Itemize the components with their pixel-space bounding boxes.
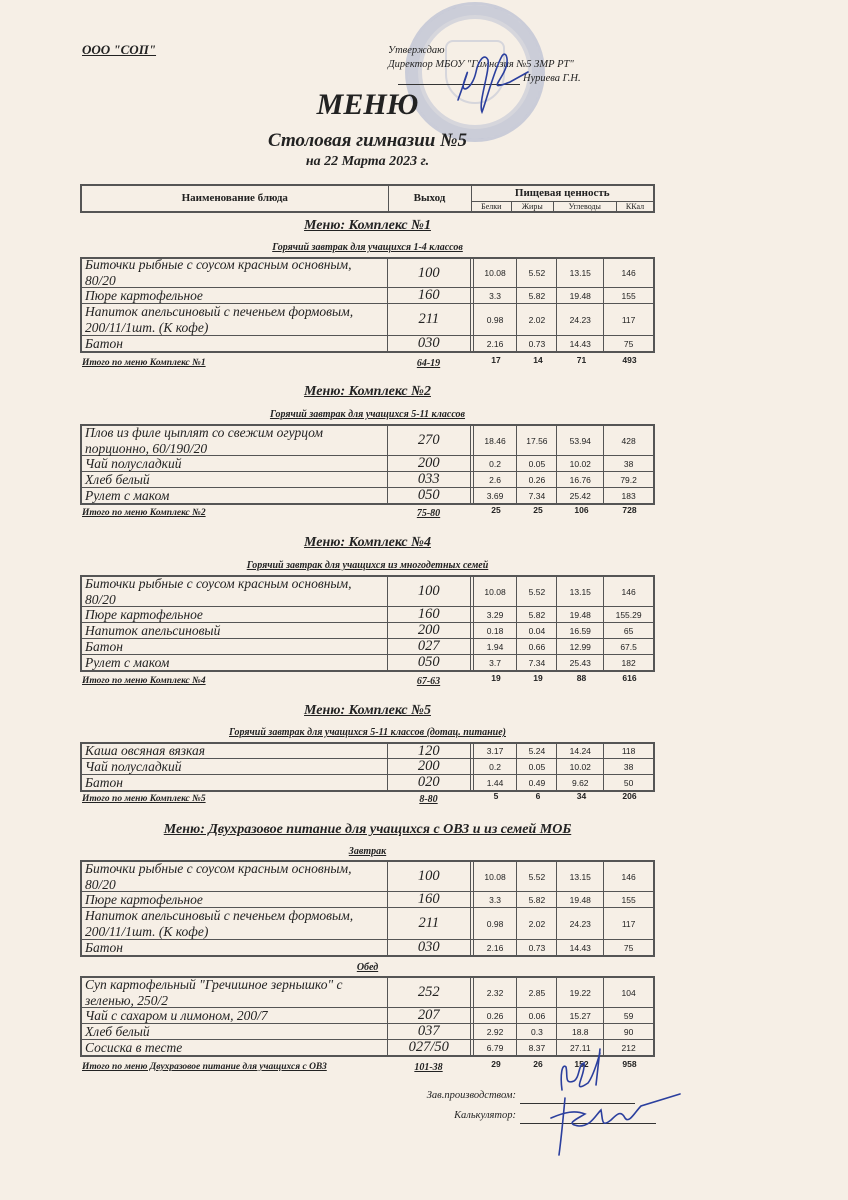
column-header-table <box>80 184 655 213</box>
carbs-value: 14.24 <box>557 744 604 758</box>
protein-value: 3.69 <box>474 488 518 503</box>
carbs-value: 27.11 <box>557 1040 604 1055</box>
total-fat: 19 <box>533 673 543 683</box>
protein-value: 1.44 <box>474 775 518 790</box>
carbs-value: 24.23 <box>557 908 604 939</box>
column-output: Выход <box>388 185 471 212</box>
dish-name: Пюре картофельное <box>82 892 388 907</box>
dish-name: Биточки рыбные с соусом красным основным, 80/20 <box>82 862 388 891</box>
fat-value: 2.85 <box>517 978 557 1007</box>
total-kcal: 493 <box>622 355 637 365</box>
total-protein: 29 <box>491 1059 501 1069</box>
dish-name: Рулет с маком <box>82 488 388 503</box>
fat-value: 0.06 <box>517 1008 557 1023</box>
carbs-value: 13.15 <box>557 862 604 891</box>
total-carbs: 152 <box>574 1059 589 1069</box>
fat-value: 5.52 <box>517 577 557 606</box>
carbs-value: 16.76 <box>557 472 604 487</box>
dish-output: 200 <box>388 456 471 471</box>
table-row <box>80 623 655 639</box>
fat-value: 5.82 <box>517 607 557 622</box>
carbs-value: 12.99 <box>557 639 604 654</box>
protein-value: 0.26 <box>474 1008 518 1023</box>
total-label: Итого по меню Комплекс №5 <box>82 794 206 804</box>
total-fat: 14 <box>533 355 543 365</box>
table-row <box>80 607 655 623</box>
dish-name: Плов из филе цыплят со свежим огурцом порционно, 60/190/20 <box>82 426 388 455</box>
kcal-value: 428 <box>621 435 636 446</box>
total-protein: 5 <box>493 791 499 801</box>
dish-output: 037 <box>388 1024 471 1039</box>
carbs-value: 19.48 <box>557 288 604 303</box>
approval-label: Утверждаю <box>388 45 445 56</box>
dish-output: 033 <box>388 472 471 487</box>
dish-name: Напиток апельсиновый с печеньем формовым, 200/11/1шт. (К кофе) <box>82 908 388 939</box>
calculator-label: Калькулятор: <box>454 1110 516 1121</box>
page-title: МЕНЮ <box>316 88 419 121</box>
table-row <box>80 860 655 892</box>
dish-output: 100 <box>388 259 471 287</box>
dish-name: Хлеб белый <box>82 1024 388 1039</box>
dish-name: Пюре картофельное <box>82 288 388 303</box>
fat-value: 7.34 <box>517 488 557 503</box>
dish-output: 030 <box>388 336 471 351</box>
protein-value: 10.08 <box>474 862 518 891</box>
total-label: Итого по меню Комплекс №1 <box>82 358 206 368</box>
total-price: 67-63 <box>416 676 441 687</box>
table-row <box>80 1008 655 1024</box>
total-kcal: 206 <box>622 791 637 801</box>
section-title-complex-2: Меню: Комплекс №2 <box>304 384 431 399</box>
fat-value: 5.52 <box>517 862 557 891</box>
group-title-lunch: Обед <box>356 962 379 973</box>
table-row <box>80 775 655 792</box>
protein-value: 1.94 <box>474 639 518 654</box>
protein-value: 0.2 <box>474 456 518 471</box>
fat-value: 7.34 <box>517 655 557 670</box>
kcal-value: 155 <box>621 290 636 301</box>
kcal-value: 79.2 <box>620 474 637 485</box>
carbs-value: 15.27 <box>557 1008 604 1023</box>
dish-name: Батон <box>82 639 388 654</box>
carbs-value: 14.43 <box>557 940 604 955</box>
menu-table-complex-4 <box>80 575 655 672</box>
fat-value: 5.24 <box>517 744 557 758</box>
dish-name: Биточки рыбные с соусом красным основным, 80/20 <box>82 577 388 606</box>
organization-name: ООО "СОП" <box>82 42 157 57</box>
carbs-value: 10.02 <box>557 759 604 774</box>
dish-name: Чай полусладкий <box>82 759 388 774</box>
carbs-value: 10.02 <box>557 456 604 471</box>
carbs-value: 13.15 <box>557 577 604 606</box>
carbs-value: 19.48 <box>557 892 604 907</box>
menu-table-ovz-breakfast <box>80 860 655 957</box>
dish-output: 050 <box>388 655 471 670</box>
column-carbs: Углеводы <box>553 201 616 212</box>
table-row <box>80 257 655 288</box>
menu-table-complex-1 <box>80 257 655 353</box>
kcal-value: 38 <box>623 761 634 772</box>
fat-value: 2.02 <box>517 908 557 939</box>
total-label: Итого по меню Комплекс №2 <box>82 508 206 518</box>
protein-value: 2.16 <box>474 336 518 351</box>
group-title: Горячий завтрак для учащихся 5-11 классов <box>269 409 466 420</box>
dish-output: 160 <box>388 288 471 303</box>
section-title-ovz: Меню: Двухразовое питание для учащихся с ОВЗ и из семей МОБ <box>163 822 572 837</box>
carbs-value: 53.94 <box>557 426 604 455</box>
fat-value: 5.82 <box>517 892 557 907</box>
protein-value: 3.29 <box>474 607 518 622</box>
protein-value: 3.3 <box>474 288 518 303</box>
total-price: 101-38 <box>414 1062 443 1073</box>
dish-name: Рулет с маком <box>82 655 388 670</box>
production-head-label: Зав.производством: <box>426 1090 516 1101</box>
kcal-value: 212 <box>621 1042 636 1053</box>
kcal-value: 155 <box>621 894 636 905</box>
dish-output: 200 <box>388 623 471 638</box>
total-price: 64-19 <box>416 358 441 369</box>
fat-value: 2.02 <box>517 304 557 335</box>
kcal-value: 59 <box>623 1010 634 1021</box>
calculator-signature <box>545 1090 685 1160</box>
total-row-complex-4 <box>80 673 655 688</box>
carbs-value: 19.48 <box>557 607 604 622</box>
dish-name: Батон <box>82 940 388 955</box>
table-row <box>80 892 655 908</box>
dish-output: 200 <box>388 759 471 774</box>
kcal-value: 38 <box>623 458 634 469</box>
total-carbs: 106 <box>574 505 589 515</box>
total-kcal: 958 <box>622 1059 637 1069</box>
group-title: Горячий завтрак для учащихся 5-11 классов (дотац. питание) <box>229 727 506 738</box>
table-row <box>80 1024 655 1040</box>
protein-value: 2.32 <box>474 978 518 1007</box>
carbs-value: 18.8 <box>557 1024 604 1039</box>
protein-value: 2.6 <box>474 472 518 487</box>
table-row <box>80 742 655 759</box>
table-row <box>80 304 655 336</box>
section-title-complex-1: Меню: Комплекс №1 <box>304 218 431 233</box>
dish-output: 160 <box>388 892 471 907</box>
total-label: Итого по меню Двухразовое питание для учащихся с ОВЗ <box>82 1062 327 1072</box>
kcal-value: 183 <box>621 490 636 501</box>
protein-value: 0.98 <box>474 908 518 939</box>
kcal-value: 155.29 <box>615 609 642 620</box>
dish-name: Напиток апельсиновый <box>82 623 388 638</box>
total-fat: 25 <box>533 505 543 515</box>
fat-value: 17.56 <box>517 426 557 455</box>
fat-value: 0.73 <box>517 336 557 351</box>
protein-value: 3.3 <box>474 892 518 907</box>
kcal-value: 118 <box>621 746 636 756</box>
total-fat: 6 <box>535 791 541 801</box>
kcal-value: 50 <box>623 777 634 788</box>
table-row <box>80 488 655 505</box>
dish-name: Напиток апельсиновый с печеньем формовым, 200/11/1шт. (К кофе) <box>82 304 388 335</box>
carbs-value: 16.59 <box>557 623 604 638</box>
dish-output: 160 <box>388 607 471 622</box>
kcal-value: 117 <box>621 314 636 325</box>
table-row <box>80 639 655 655</box>
carbs-value: 19.22 <box>557 978 604 1007</box>
dish-name: Суп картофельный "Гречишное зернышко" с зеленью, 250/2 <box>82 978 388 1007</box>
column-protein: Белки <box>471 201 512 212</box>
total-label: Итого по меню Комплекс №4 <box>82 676 206 686</box>
dish-name: Батон <box>82 336 388 351</box>
dish-output: 211 <box>388 304 471 335</box>
dish-output: 027/50 <box>388 1040 471 1055</box>
protein-value: 2.92 <box>474 1024 518 1039</box>
total-carbs: 71 <box>576 355 587 365</box>
protein-value: 10.08 <box>474 259 518 287</box>
table-row <box>80 424 655 456</box>
kcal-value: 75 <box>623 942 634 953</box>
total-carbs: 34 <box>576 791 587 801</box>
fat-value: 5.52 <box>517 259 557 287</box>
dish-name: Батон <box>82 775 388 790</box>
total-protein: 25 <box>491 505 501 515</box>
column-kcal: ККал <box>616 201 654 212</box>
table-row <box>80 456 655 472</box>
total-protein: 19 <box>491 673 501 683</box>
kcal-value: 75 <box>623 338 634 349</box>
dish-output: 211 <box>388 908 471 939</box>
fat-value: 0.04 <box>517 623 557 638</box>
fat-value: 0.26 <box>517 472 557 487</box>
table-row <box>80 940 655 957</box>
kcal-value: 90 <box>623 1026 634 1037</box>
fat-value: 0.3 <box>517 1024 557 1039</box>
total-row-complex-5 <box>80 791 655 806</box>
dish-output: 020 <box>388 775 471 790</box>
kcal-value: 117 <box>621 918 636 929</box>
page-subtitle: Столовая гимназии №5 <box>268 130 467 151</box>
table-row <box>80 288 655 304</box>
kcal-value: 146 <box>621 586 636 597</box>
carbs-value: 25.42 <box>557 488 604 503</box>
total-protein: 17 <box>491 355 501 365</box>
dish-name: Чай полусладкий <box>82 456 388 471</box>
dish-output: 100 <box>388 862 471 891</box>
group-title: Горячий завтрак для учащихся из многодетных семей <box>246 560 489 571</box>
table-row <box>80 908 655 940</box>
group-title: Горячий завтрак для учащихся 1-4 классов <box>272 242 463 253</box>
approval-position: Директор МБОУ "Гимназия №5 ЗМР РТ" <box>388 59 574 70</box>
menu-table-complex-2 <box>80 424 655 505</box>
total-fat: 26 <box>533 1059 543 1069</box>
fat-value: 5.82 <box>517 288 557 303</box>
dish-output: 207 <box>388 1008 471 1023</box>
menu-table-complex-5 <box>80 742 655 792</box>
total-row-complex-1 <box>80 355 655 370</box>
dish-output: 252 <box>388 978 471 1007</box>
protein-value: 2.16 <box>474 940 518 955</box>
dish-name: Хлеб белый <box>82 472 388 487</box>
total-row-complex-2 <box>80 505 655 520</box>
dish-output: 270 <box>388 426 471 455</box>
menu-date: на 22 Марта 2023 г. <box>305 154 430 169</box>
dish-output: 120 <box>388 744 471 758</box>
dish-name: Пюре картофельное <box>82 607 388 622</box>
protein-value: 10.08 <box>474 577 518 606</box>
column-nutrition: Пищевая ценность <box>471 185 654 201</box>
dish-output: 050 <box>388 488 471 503</box>
dish-name: Чай с сахаром и лимоном, 200/7 <box>82 1008 388 1023</box>
table-row <box>80 759 655 775</box>
carbs-value: 25.43 <box>557 655 604 670</box>
fat-value: 0.66 <box>517 639 557 654</box>
total-kcal: 616 <box>622 673 637 683</box>
dish-name: Сосиска в тесте <box>82 1040 388 1055</box>
total-carbs: 88 <box>576 673 587 683</box>
kcal-value: 67.5 <box>620 641 637 652</box>
carbs-value: 14.43 <box>557 336 604 351</box>
dish-output: 027 <box>388 639 471 654</box>
table-row <box>80 655 655 672</box>
table-row <box>80 336 655 353</box>
approval-person: Нуриева Г.Н. <box>523 73 581 84</box>
section-title-complex-5: Меню: Комплекс №5 <box>304 703 431 718</box>
carbs-value: 24.23 <box>557 304 604 335</box>
dish-name: Биточки рыбные с соусом красным основным, 80/20 <box>82 259 388 287</box>
protein-value: 6.79 <box>474 1040 518 1055</box>
table-row <box>80 472 655 488</box>
table-row <box>80 976 655 1008</box>
dish-output: 030 <box>388 940 471 955</box>
protein-value: 18.46 <box>474 426 518 455</box>
fat-value: 0.73 <box>517 940 557 955</box>
column-fat: Жиры <box>512 201 554 212</box>
protein-value: 0.98 <box>474 304 518 335</box>
carbs-value: 13.15 <box>557 259 604 287</box>
total-price: 75-80 <box>416 508 441 519</box>
table-row <box>80 575 655 607</box>
carbs-value: 9.62 <box>557 775 604 790</box>
kcal-value: 104 <box>621 987 636 998</box>
group-title-breakfast: Завтрак <box>348 846 387 857</box>
protein-value: 3.7 <box>474 655 518 670</box>
kcal-value: 65 <box>623 625 634 636</box>
column-dish: Наименование блюда <box>81 185 388 212</box>
dish-name: Каша овсяная вязкая <box>82 744 388 758</box>
fat-value: 0.05 <box>517 456 557 471</box>
protein-value: 0.18 <box>474 623 518 638</box>
total-price: 8-80 <box>419 794 438 805</box>
fat-value: 8.37 <box>517 1040 557 1055</box>
kcal-value: 182 <box>621 657 636 668</box>
protein-value: 0.2 <box>474 759 518 774</box>
section-title-complex-4: Меню: Комплекс №4 <box>304 535 431 550</box>
kcal-value: 146 <box>621 268 636 278</box>
fat-value: 0.05 <box>517 759 557 774</box>
dish-output: 100 <box>388 577 471 606</box>
fat-value: 0.49 <box>517 775 557 790</box>
protein-value: 3.17 <box>474 744 518 758</box>
kcal-value: 146 <box>621 871 636 882</box>
total-kcal: 728 <box>622 505 637 515</box>
